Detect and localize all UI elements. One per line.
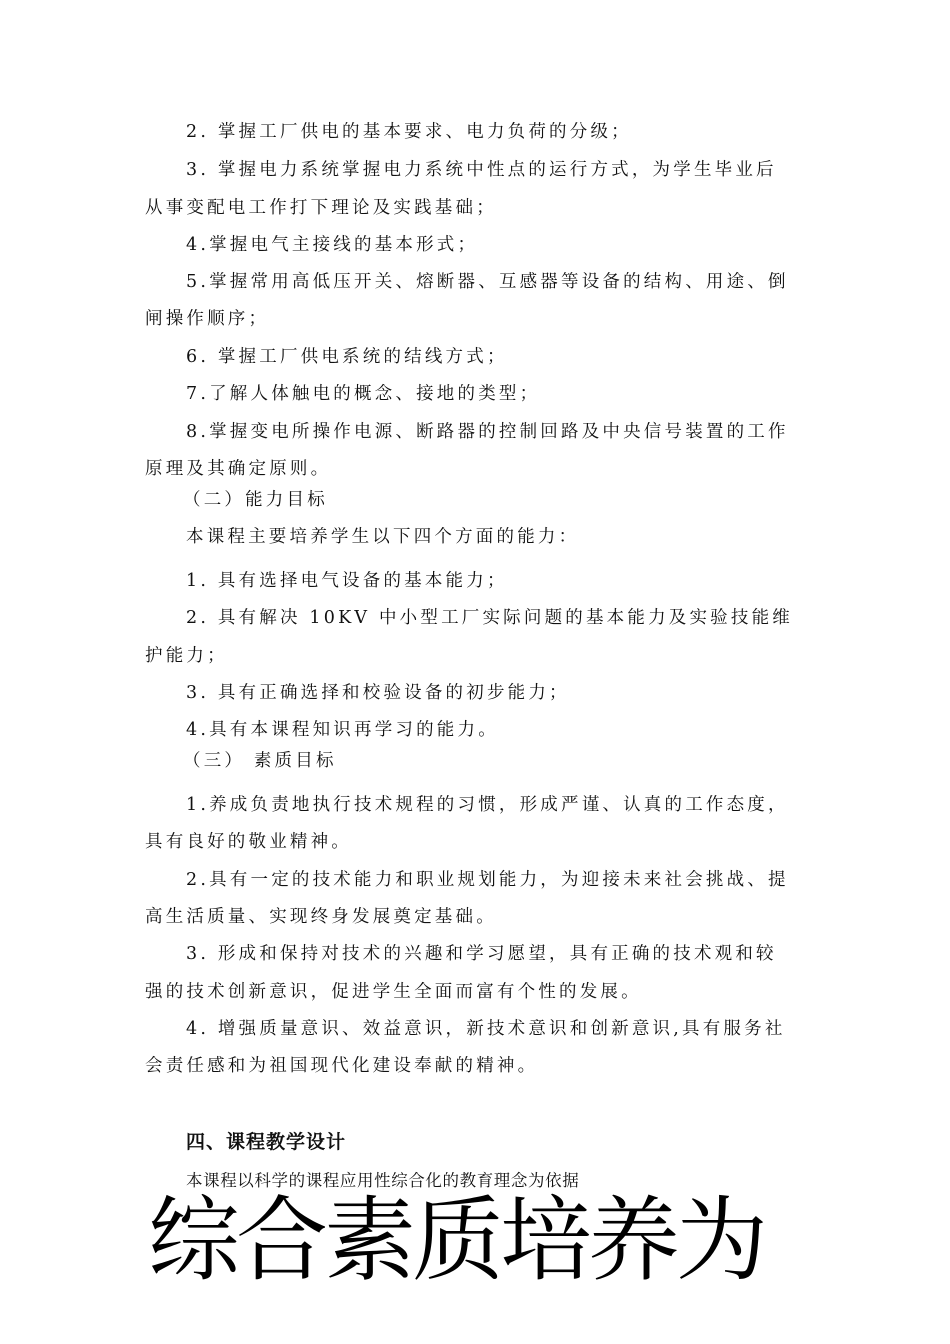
- ability-intro: 本课程主要培养学生以下四个方面的能力：: [186, 527, 580, 547]
- section-heading: 四、课程教学设计: [186, 1131, 347, 1153]
- quality-item-4: 4. 增强质量意识、效益意识，新技术意识和创新意识,具有服务社: [186, 1019, 786, 1039]
- section-intro: 本课程以科学的课程应用性综合化的教育理念为依据: [186, 1171, 580, 1190]
- quality-item-2-cont: 高生活质量、实现终身发展奠定基础。: [145, 907, 497, 927]
- overlay-large-text: 综合素质培养为: [148, 1187, 765, 1294]
- objective-item-3: 3. 掌握电力系统掌握电力系统中性点的运行方式，为学生毕业后: [186, 160, 777, 180]
- ability-item-3: 3. 具有正确选择和校验设备的初步能力；: [186, 683, 570, 703]
- objective-item-7: 7.了解人体触电的概念、接地的类型；: [186, 384, 541, 404]
- objective-item-6: 6. 掌握工厂供电系统的结线方式；: [186, 347, 508, 367]
- objective-item-5-cont: 闸操作顺序；: [145, 309, 270, 329]
- objective-item-4: 4.掌握电气主接线的基本形式；: [186, 235, 479, 255]
- quality-item-2: 2.具有一定的技术能力和职业规划能力，为迎接未来社会挑战、提: [186, 870, 789, 890]
- quality-item-3: 3. 形成和保持对技术的兴趣和学习愿望，具有正确的技术观和较: [186, 944, 777, 964]
- quality-item-1-cont: 具有良好的敬业精神。: [145, 832, 352, 852]
- objective-item-2: 2. 掌握工厂供电的基本要求、电力负荷的分级；: [186, 122, 632, 142]
- quality-item-3-cont: 强的技术创新意识，促进学生全面而富有个性的发展。: [145, 982, 642, 1002]
- quality-item-4-cont: 会责任感和为祖国现代化建设奉献的精神。: [145, 1056, 539, 1076]
- objective-item-8: 8.掌握变电所操作电源、断路器的控制回路及中央信号装置的工作: [186, 422, 789, 442]
- objective-item-3-cont: 从事变配电工作打下理论及实践基础；: [145, 198, 497, 218]
- ability-item-4: 4.具有本课程知识再学习的能力。: [186, 720, 499, 740]
- ability-item-2-cont: 护能力；: [145, 646, 228, 666]
- ability-item-2: 2. 具有解决 10KV 中小型工厂实际问题的基本能力及实验技能维: [186, 608, 793, 628]
- quality-item-1: 1.养成负责地执行技术规程的习惯，形成严谨、认真的工作态度，: [186, 795, 789, 815]
- objective-item-5: 5.掌握常用高低压开关、熔断器、互感器等设备的结构、用途、倒: [186, 272, 789, 292]
- subsection-heading-ability: （二）能力目标: [183, 490, 328, 510]
- subsection-heading-quality: （三） 素质目标: [183, 751, 337, 771]
- ability-item-1: 1. 具有选择电气设备的基本能力；: [186, 571, 508, 591]
- objective-item-8-cont: 原理及其确定原则。: [145, 459, 332, 479]
